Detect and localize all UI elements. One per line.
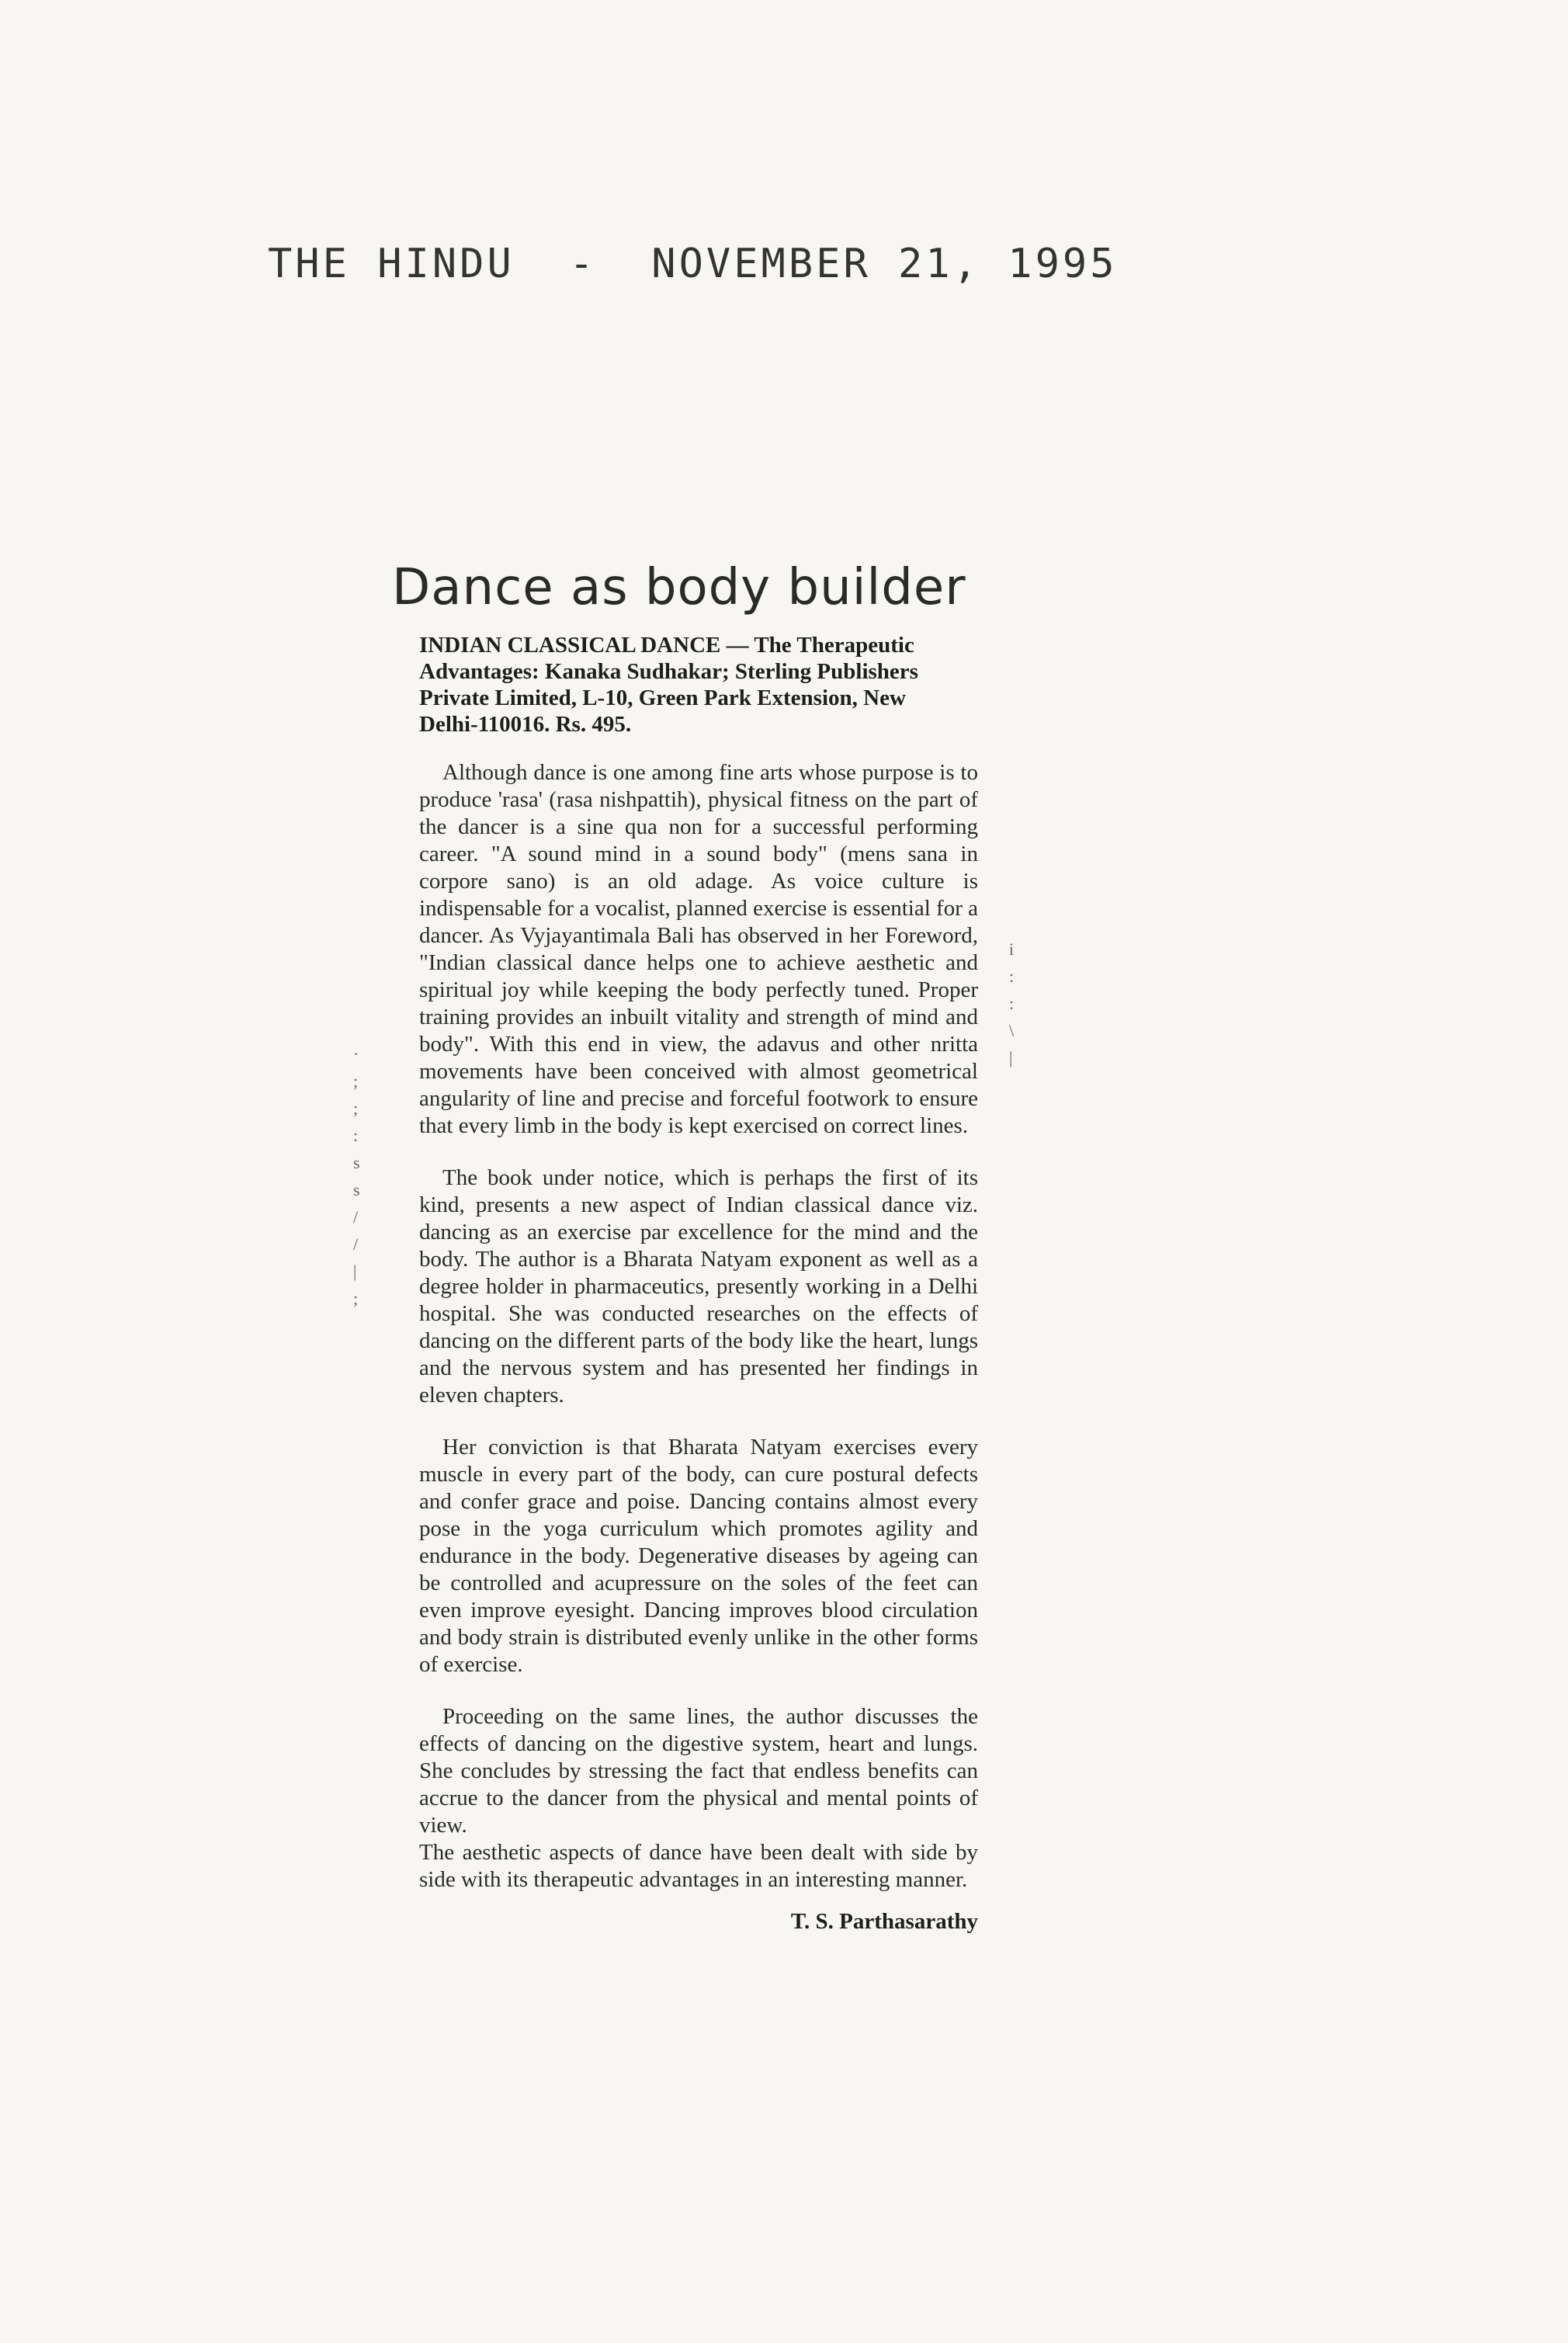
newspaper-date-stamp: THE HINDU - NOVEMBER 21, 1995 — [268, 241, 1118, 287]
scan-artifact-right: i : : \ | — [1009, 939, 1015, 1067]
paragraph-4: Proceeding on the same lines, the author discusses the effects of dancing on the digestive system, heart and lungs. She concludes by stressing the fact that endless benefits can accrue to the dancer from the physical and mental points of view. — [419, 1704, 978, 1838]
book-details: INDIAN CLASSICAL DANCE — The Therapeutic Advantages: Kanaka Sudhakar; Sterling Publishers Private Limited, L-10, Green Park Extension, New Delhi-110016. Rs. 495. — [419, 633, 918, 737]
paragraph-3: Her conviction is that Bharata Natyam exercises every muscle in every part of the body, can cure postural defects and confer grace and poise. Dancing contains almost every pose in the yoga curriculum which promotes agility and endurance in the body. Degenerative diseases by ageing can be controlled and acupressure on the soles of the feet can even improve eyesight. Dancing improves blood circulation and body strain is distributed evenly unlike in the other forms of exercise. — [419, 1435, 978, 1677]
paragraph-1: Although dance is one among fine arts whose purpose is to produce 'rasa' (rasa nishpattih), physical fitness on the part of the dancer is a sine qua non for a successful performing career. "A sound mind in a sound body" (mens sana in corpore sano) is an old adage. As voice culture is indispensable for a vocalist, planned exercise is essential for a dancer. As Vyjayantimala Bali has observed in her Foreword, "Indian classical dance helps one to achieve aesthetic and spiritual joy while keeping the body perfectly tuned. Proper training provides an inbuilt vitality and strength of mind and body". With this end in view, the adavus and other nritta movements have been conceived with almost geometrical angularity of line and precise and forceful footwork to ensure that every limb in the body is kept exercised on correct lines. — [419, 760, 978, 1138]
article-clipping — [373, 559, 994, 1935]
article-title: Dance as body builder — [392, 559, 966, 616]
article-body — [419, 759, 978, 1893]
author-byline: T. S. Parthasarathy — [790, 1909, 978, 1934]
paragraph-2: The book under notice, which is perhaps the first of its kind, presents a new aspect of Indian classical dance viz. dancing as an exercise par excellence for the mind and the body. The author is a Bharata Natyam exponent as well as a degree holder in pharmaceutics, presently working in a Delhi hospital. She was conducted researches on the effects of dancing on the different parts of the body like the heart, lungs and the nervous system and has presented her findings in eleven chapters. — [419, 1165, 978, 1408]
scan-artifact-left: · ; ; : s s / / | ; — [353, 1044, 360, 1308]
paragraph-5: The aesthetic aspects of dance have been dealt with side by side with its therapeutic advantages in an interesting manner. — [419, 1840, 978, 1892]
